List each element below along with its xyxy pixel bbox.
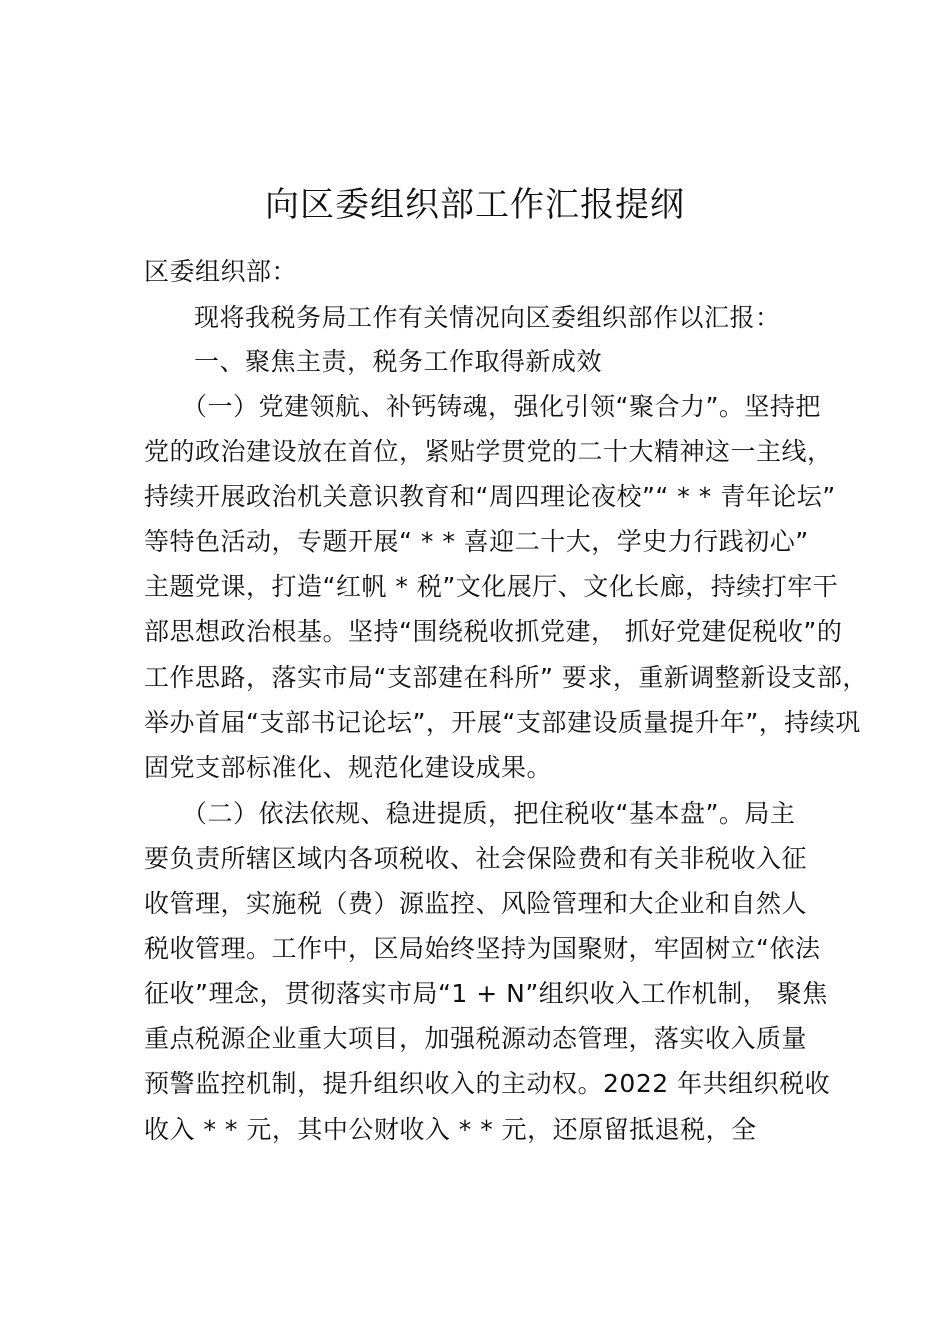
section-heading: 一、聚焦主责，税务工作取得新成效	[194, 347, 603, 376]
paragraph-line: 党的政治建设放在首位，紧贴学贯党的二十大精神这一主线，	[144, 437, 833, 466]
paragraph-line: 主题党课，打造“红帆 * 税”文化展厅、文化长廊，持续打牢干	[144, 572, 839, 601]
paragraph-line: 举办首届“支部书记论坛”，开展“支部建设质量提升年”，持续巩	[144, 708, 861, 737]
paragraph-line: 固党支部标准化、规范化建设成果。	[144, 753, 553, 782]
subsection-heading-line: （二）依法依规、稳进提质，把住税收“基本盘”。局主	[182, 799, 796, 828]
paragraph-line: 工作思路，落实市局“支部建在科所” 要求，重新调整新设支部，	[144, 663, 868, 692]
paragraph-line: 重点税源企业重大项目，加强税源动态管理，落实收入质量	[144, 1024, 808, 1053]
paragraph-line: 要负责所辖区域内各项税收、社会保险费和有关非税收入征	[144, 844, 808, 873]
paragraph-line: 预警监控机制，提升组织收入的主动权。2022 年共组织税收	[144, 1069, 831, 1098]
subsection-heading-line: （一）党建领航、补钙铸魂，强化引领“聚合力”。坚持把	[182, 392, 821, 421]
paragraph-line: 等特色活动，专题开展“ * * 喜迎二十大，学史力行践初心”	[144, 527, 809, 556]
salutation: 区委组织部：	[144, 257, 298, 286]
paragraph-line: 部思想政治根基。坚持“围绕税收抓党建， 抓好党建促税收”的	[144, 617, 843, 646]
document-title: 向区委组织部工作汇报提纲	[265, 184, 685, 225]
paragraph-line: 收入 * * 元，其中公财收入 * * 元，还原留抵退税，全	[144, 1115, 757, 1144]
paragraph-line: 税收管理。工作中，区局始终坚持为国聚财，牢固树立“依法	[144, 934, 821, 963]
paragraph-line: 收管理，实施税（费）源监控、风险管理和大企业和自然人	[144, 889, 808, 918]
paragraph-line: 持续开展政治机关意识教育和“周四理论夜校”“ * * 青年论坛”	[144, 482, 836, 511]
paragraph-line: 现将我税务局工作有关情况向区委组织部作以汇报：	[194, 303, 781, 332]
paragraph-line: 征收”理念，贯彻落实市局“1 + N”组织收入工作机制， 聚焦	[144, 979, 828, 1008]
